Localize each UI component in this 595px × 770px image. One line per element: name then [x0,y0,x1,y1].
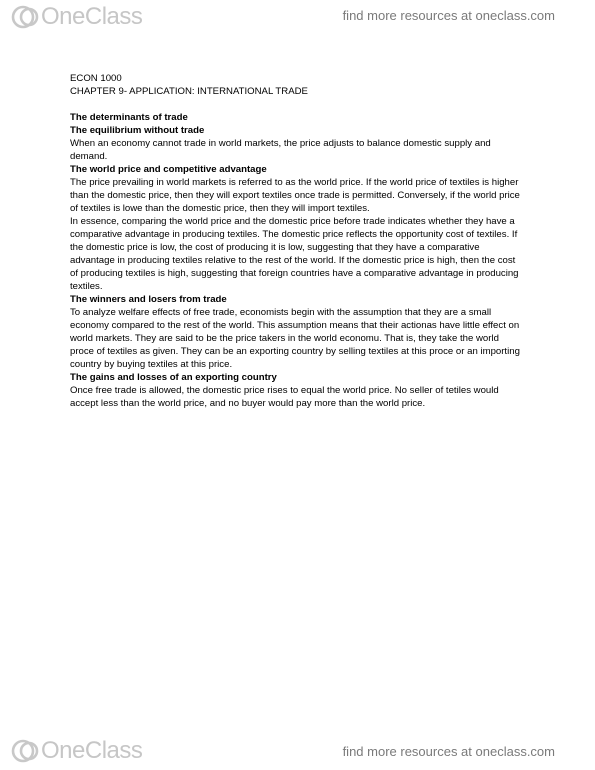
heading-gains-losses: The gains and losses of an exporting country [70,372,277,383]
paragraph-winners-losers: To analyze welfare effects of free trade, economists begin with the assumption that they are a small economy compared to the rest of the world. This assumption means that their actionas have little effect on world markets. They are said to be the price takers in the world economu. That is, they take the world proce of textiles as given. They can be an exporting country by selling textiles at this proce or an importing country by buying textiles at this price. [70,307,520,370]
oneclass-logo[interactable] [10,3,142,31]
paragraph-world-price-1: The price prevailing in world markets is referred to as the world price. If the world price of textiles is higher than the domestic price, then they will export textiles once trade is permitted. Conversely, if the world price of textiles is lowe than the domestic price, then they will import textiles. [70,177,520,214]
chapter-title: CHAPTER 9- APPLICATION: INTERNATIONAL TRADE [70,86,308,97]
paragraph-world-price-2: In essence, comparing the world price and the domestic price before trade indicates whether they have a comparative advantage in producing textiles. The domestic price reflects the opportunity cost of textiles. If the domestic price is low, the cost of producing it is low, suggesting that they have a comparative advantage in producing textiles relative to the rest of the world. If the domestic price is high, then the cost of producing textiles is high, suggesting that foreign countries have a comparative advantage in producing textiles. [70,216,519,292]
oneclass-footer-logo[interactable] [10,737,142,765]
paragraph-equilibrium: When an economy cannot trade in world markets, the price adjusts to balance domestic supply and demand. [70,138,491,162]
footer-tagline-link[interactable]: find more resources at oneclass.com [342,744,555,759]
heading-winners-losers: The winners and losers from trade [70,294,227,305]
course-code: ECON 1000 [70,73,122,84]
heading-world-price: The world price and competitive advantage [70,164,267,175]
heading-determinants: The determinants of trade [70,112,188,123]
header-tagline-link[interactable]: find more resources at oneclass.com [342,8,555,23]
heading-equilibrium: The equilibrium without trade [70,125,205,136]
paragraph-gains-losses: Once free trade is allowed, the domestic price rises to equal the world price. No seller of tetiles would accept less than the world price, and no buyer would pay more than the world price. [70,385,499,409]
oneclass-logo-icon [10,4,40,30]
logo-text: OneClass [41,737,143,764]
logo-text: OneClass [41,3,143,30]
spacer [70,98,520,111]
document-body [70,72,520,410]
oneclass-logo-icon [10,738,40,764]
